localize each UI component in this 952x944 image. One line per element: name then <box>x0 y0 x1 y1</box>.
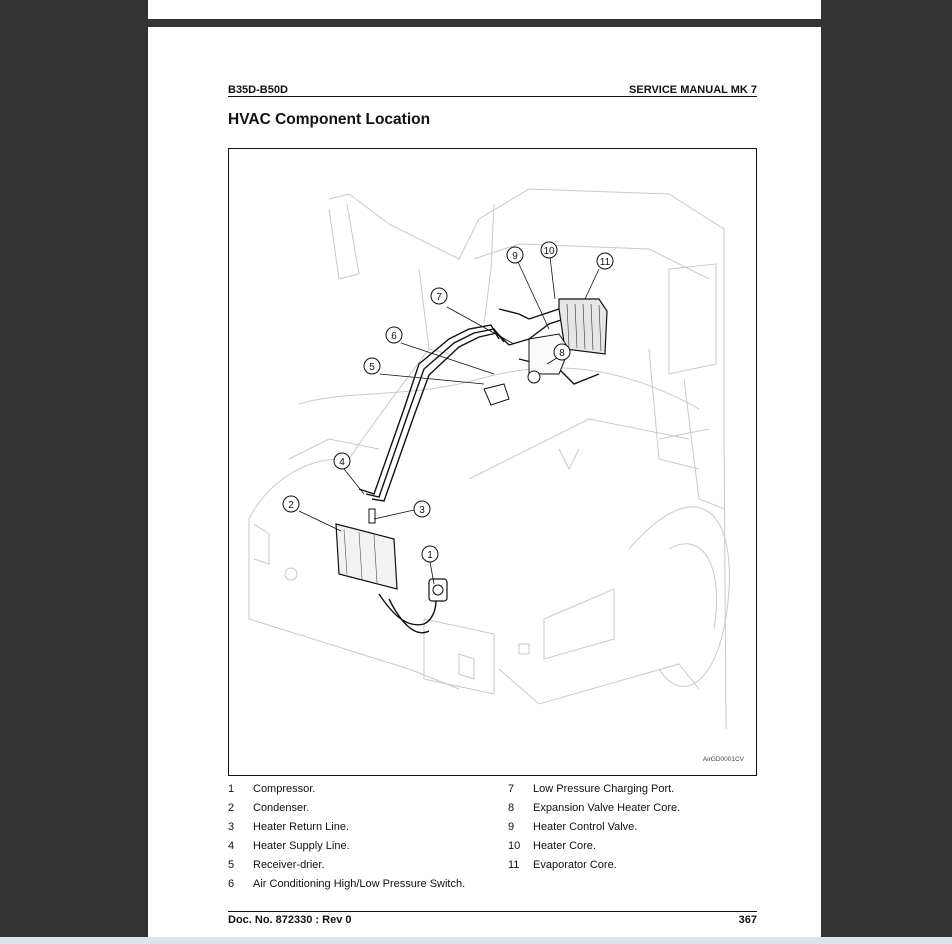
legend-item <box>228 859 488 873</box>
compressor-drawing <box>429 579 447 601</box>
legend-label: Heater Supply Line. <box>253 840 350 852</box>
legend-num: 8 <box>508 802 515 814</box>
callout-7: 7 <box>436 292 442 303</box>
legend-label: Heater Return Line. <box>253 821 349 833</box>
viewer-bottom-strip <box>0 937 952 944</box>
legend-item <box>508 859 748 873</box>
legend-num: 7 <box>508 783 515 795</box>
legend-item <box>228 783 488 797</box>
legend-item <box>508 821 748 835</box>
legend-label: Evaporator Core. <box>533 859 617 871</box>
legend-num: 4 <box>228 840 235 852</box>
footer-page-number: 367 <box>738 914 757 926</box>
callout-circles <box>283 242 613 562</box>
callout-2: 2 <box>288 500 294 511</box>
legend-label: Condenser. <box>253 802 310 814</box>
legend-item <box>228 802 488 816</box>
legend-num: 3 <box>228 821 235 833</box>
header-manual-title: SERVICE MANUAL MK 7 <box>629 84 757 96</box>
callout-4: 4 <box>339 457 345 468</box>
legend-label: Receiver-drier. <box>253 859 325 871</box>
legend-label: Compressor. <box>253 783 316 795</box>
legend-label: Expansion Valve Heater Core. <box>533 802 681 814</box>
legend-item <box>508 802 748 816</box>
callout-11: 11 <box>599 257 611 268</box>
footer-rule <box>228 911 757 912</box>
callout-10: 10 <box>543 246 555 257</box>
legend-num: 10 <box>508 840 521 852</box>
legend-item <box>228 878 488 892</box>
callout-6: 6 <box>391 331 397 342</box>
legend-label: Low Pressure Charging Port. <box>533 783 675 795</box>
machine-outline <box>249 189 729 729</box>
condenser-drawing <box>336 509 397 589</box>
page-title: HVAC Component Location <box>228 111 431 128</box>
legend-label: Air Conditioning High/Low Pressure Switch. <box>253 878 466 890</box>
callout-1: 1 <box>427 550 433 561</box>
callout-8: 8 <box>559 348 565 359</box>
figure-code: AirGD0001CV <box>702 756 744 763</box>
previous-page-edge <box>148 0 821 19</box>
callout-9: 9 <box>512 251 518 262</box>
callout-5: 5 <box>369 362 375 373</box>
legend-num: 2 <box>228 802 235 814</box>
hvac-figure <box>228 148 757 776</box>
legend-num: 11 <box>508 859 520 871</box>
legend-item <box>228 821 488 835</box>
legend-num: 5 <box>228 859 235 871</box>
hvac-diagram <box>229 149 756 775</box>
legend-num: 9 <box>508 821 515 833</box>
header-model: B35D-B50D <box>228 84 288 96</box>
header-rule <box>228 96 757 97</box>
legend-item <box>228 840 488 854</box>
legend-num: 1 <box>228 783 235 795</box>
legend-item <box>508 783 748 797</box>
legend-label: Heater Core. <box>533 840 596 852</box>
callout-labels <box>288 246 610 561</box>
footer-doc-number: Doc. No. 872330 : Rev 0 <box>228 914 352 926</box>
evaporator-drawing <box>484 299 607 405</box>
legend-item <box>508 840 748 854</box>
legend-num: 6 <box>228 878 235 890</box>
manual-page <box>148 27 821 937</box>
legend-label: Heater Control Valve. <box>533 821 638 833</box>
callout-3: 3 <box>419 505 425 516</box>
